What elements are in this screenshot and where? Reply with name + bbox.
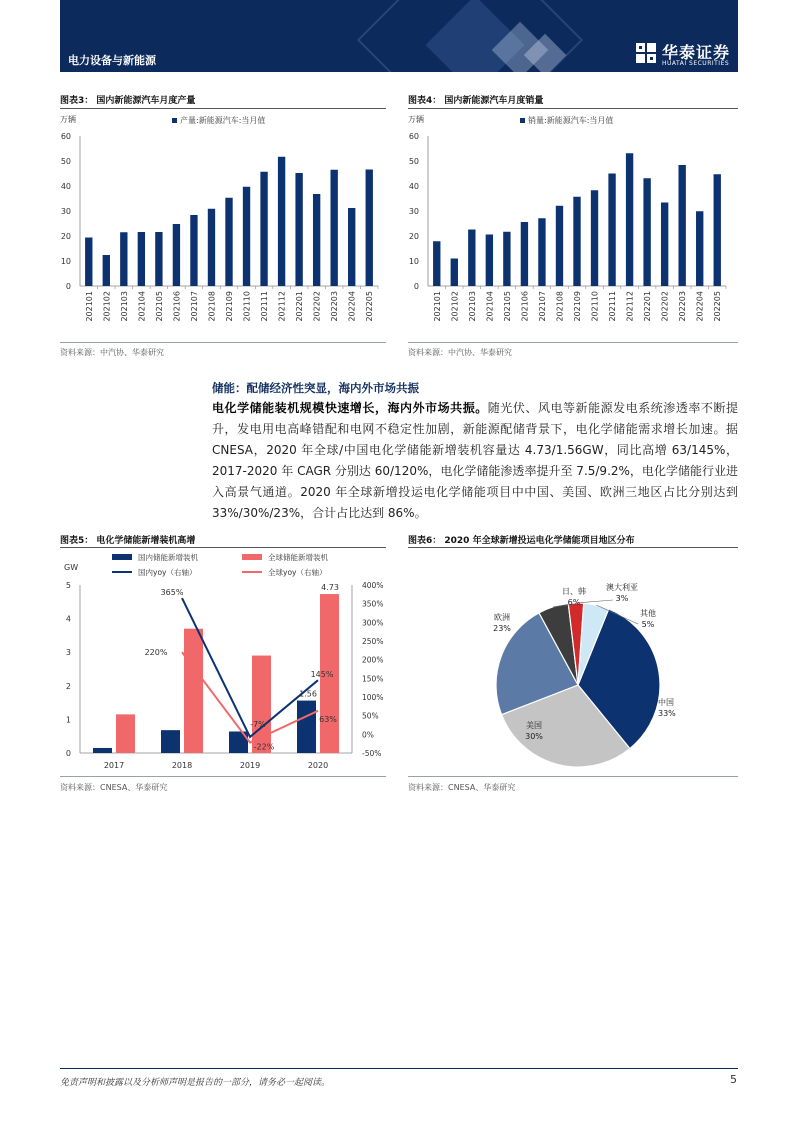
fig6-bottom-rule [408, 776, 738, 777]
y-tick-label: 60 [60, 132, 71, 141]
x-tick-label: 202202 [312, 291, 322, 322]
x-tick-label: 202111 [260, 291, 270, 322]
x-tick-label: 2020 [307, 761, 329, 770]
y2-tick-label: 0% [362, 730, 374, 740]
fig3-top-rule [60, 108, 386, 109]
data-label: 145% [310, 670, 334, 680]
bar-global [184, 629, 203, 753]
legend-label: 产量:新能源汽车:当月值 [180, 116, 266, 125]
header-band [60, 0, 738, 72]
bar [348, 208, 355, 286]
bar [313, 194, 320, 286]
legend-swatch [242, 554, 262, 560]
legend-label: 全球储能新增装机 [268, 553, 328, 562]
x-tick-label: 202202 [660, 291, 670, 322]
legend-swatch [172, 118, 177, 123]
bar [538, 218, 545, 286]
y-tick-label: 0 [413, 282, 419, 291]
y2-tick-label: 100% [362, 693, 384, 702]
y2-tick-label: 400% [362, 581, 384, 590]
footer-disclaimer: 免责声明和披露以及分析师声明是报告的一部分，请务必一起阅读。 [60, 1078, 331, 1088]
x-tick-label: 202204 [347, 291, 357, 322]
x-tick-label: 202104 [137, 291, 147, 322]
y-axis-unit: GW [64, 563, 79, 572]
y2-tick-label: 150% [362, 674, 384, 684]
data-label: -7% [250, 719, 266, 729]
bar [278, 157, 285, 286]
bar [366, 170, 373, 287]
y-tick-label: 40 [408, 182, 419, 191]
pie-value: 23% [493, 624, 511, 633]
bar [173, 224, 180, 286]
y2-tick-label: 350% [362, 599, 384, 609]
bar [138, 232, 145, 286]
bar [295, 173, 302, 286]
x-tick-label: 202107 [537, 291, 547, 322]
y-tick-label: 30 [408, 207, 419, 216]
x-tick-label: 202111 [608, 291, 618, 322]
x-tick-label: 202205 [713, 291, 723, 322]
x-tick-label: 202112 [625, 291, 635, 322]
y2-tick-label: 50% [362, 711, 379, 721]
bar [696, 211, 703, 286]
bar [626, 153, 633, 286]
y-tick-label: 10 [408, 257, 419, 266]
pie-label: 其他 [640, 609, 656, 618]
bar [120, 232, 127, 286]
x-tick-label: 202105 [502, 291, 512, 322]
x-tick-label: 202109 [225, 291, 234, 322]
brand-name-cn: 华泰证券 [662, 43, 731, 62]
legend-swatch [520, 118, 525, 123]
y-tick-label: 40 [60, 182, 71, 191]
x-tick-label: 202108 [555, 291, 565, 322]
fig5-source: 资料来源：CNESA、华泰研究 [60, 783, 168, 792]
y-tick-label: 60 [408, 132, 419, 141]
legend-label: 销量:新能源汽车:当月值 [528, 116, 614, 125]
x-tick-label: 202102 [450, 291, 460, 322]
bar-global [252, 656, 271, 753]
y-tick-label: 30 [60, 207, 71, 216]
bar-domestic [161, 730, 180, 753]
y-tick-label: 0 [65, 749, 71, 758]
x-tick-label: 202205 [365, 291, 375, 322]
y-tick-label: 2 [65, 681, 71, 691]
bar [503, 232, 510, 286]
section-lead: 电化学储能装机规模快速增长，海内外市场共振。 [212, 401, 488, 415]
x-tick-label: 202109 [573, 291, 582, 322]
y2-tick-label: 300% [362, 618, 384, 628]
bar-global [116, 714, 135, 753]
legend-label: 全球yoy（右轴） [268, 568, 327, 577]
y-tick-label: 1 [65, 715, 71, 725]
bar [678, 165, 685, 286]
report-section-title: 电力设备与新能源 [68, 54, 156, 67]
fig4-sales-chart [408, 110, 738, 338]
y-tick-label: 4 [65, 614, 71, 624]
x-tick-label: 202203 [678, 291, 688, 322]
x-tick-label: 2017 [103, 761, 125, 770]
x-tick-label: 202105 [154, 291, 164, 322]
fig6-region-pie [408, 548, 738, 774]
legend-label: 国内yoy（右轴） [138, 568, 197, 577]
section-heading: 储能：配储经济性突显，海内外市场共振 [212, 381, 419, 395]
bar [714, 174, 721, 286]
data-label: -22% [253, 742, 275, 752]
bar [661, 203, 668, 287]
fig3-title: 图表3： 国内新能源汽车月度产量 [60, 96, 196, 106]
y-axis-unit: 万辆 [408, 115, 424, 124]
data-label: 365% [160, 588, 184, 598]
x-tick-label: 202108 [207, 291, 217, 322]
x-tick-label: 202101 [432, 291, 442, 322]
bar [260, 172, 267, 286]
x-tick-label: 2018 [171, 761, 193, 770]
bar [521, 222, 528, 286]
fig4-source: 资料来源：中汽协、华泰研究 [408, 348, 512, 357]
x-tick-label: 202112 [277, 291, 287, 322]
bar [208, 209, 215, 286]
bar [243, 187, 250, 286]
fig6-title: 图表6： 2020 年全球新增投运电化学储能项目地区分布 [408, 536, 635, 546]
pie-value: 5% [641, 620, 655, 629]
data-label: 220% [144, 648, 168, 658]
fig4-bottom-rule [408, 342, 738, 343]
bar [85, 238, 92, 287]
fig3-production-chart [60, 110, 386, 338]
y-axis-unit: 万辆 [60, 115, 76, 124]
bar [225, 198, 232, 286]
x-tick-label: 202201 [643, 291, 653, 322]
bar [155, 232, 162, 286]
pie-value: 3% [615, 594, 629, 603]
fig5-title: 图表5： 电化学储能新增装机高增 [60, 536, 196, 546]
y-tick-label: 5 [65, 581, 71, 590]
pie-value: 6% [567, 598, 581, 607]
fig4-title: 图表4： 国内新能源汽车月度销量 [408, 96, 544, 106]
fig5-bottom-rule [60, 776, 386, 777]
y-tick-label: 10 [60, 257, 71, 266]
fig3-bottom-rule [60, 342, 386, 343]
bar [608, 174, 615, 287]
bar [468, 230, 475, 287]
x-tick-label: 2019 [239, 761, 261, 770]
bar [591, 190, 598, 286]
brand-name-en: HUATAI SECURITIES [662, 60, 730, 67]
pie-label: 美国 [526, 721, 542, 730]
x-tick-label: 202204 [695, 291, 705, 322]
data-label: 4.73 [321, 583, 339, 593]
bar [190, 215, 197, 286]
fig5-storage-chart [60, 548, 386, 774]
section-paragraph [212, 398, 738, 524]
fig6-source: 资料来源：CNESA、华泰研究 [408, 783, 516, 792]
x-tick-label: 202110 [590, 291, 600, 322]
bar-domestic [93, 748, 112, 753]
data-label: 1.56 [299, 689, 317, 699]
x-tick-label: 202203 [330, 291, 340, 322]
bar [330, 170, 337, 286]
x-tick-label: 202103 [467, 291, 477, 322]
x-tick-label: 202107 [189, 291, 199, 322]
pie-value: 30% [525, 732, 543, 741]
bar [556, 206, 563, 286]
y2-tick-label: 200% [362, 655, 384, 665]
bar [103, 255, 110, 286]
x-tick-label: 202106 [520, 291, 530, 322]
bar [486, 235, 493, 287]
bar [643, 178, 650, 286]
pie-label: 日、韩 [562, 587, 586, 596]
pie-label: 中国 [658, 698, 674, 707]
x-tick-label: 202106 [172, 291, 182, 322]
fig3-source: 资料来源：中汽协、华泰研究 [60, 348, 164, 357]
bar [451, 259, 458, 287]
data-label: 63% [319, 714, 337, 724]
x-tick-label: 202101 [84, 291, 94, 322]
pie-value: 33% [658, 709, 676, 718]
bar [433, 241, 440, 286]
x-tick-label: 202102 [102, 291, 112, 322]
y2-tick-label: -50% [362, 749, 382, 758]
x-tick-label: 202104 [485, 291, 495, 322]
y-tick-label: 50 [408, 157, 419, 166]
x-tick-label: 202201 [295, 291, 305, 322]
pie-label: 澳大利亚 [606, 583, 638, 592]
y-tick-label: 50 [60, 157, 71, 166]
x-tick-label: 202110 [242, 291, 252, 322]
legend-label: 国内储能新增装机 [138, 553, 198, 562]
legend-swatch [112, 554, 132, 560]
pie-label: 欧洲 [494, 613, 510, 622]
fig4-top-rule [408, 108, 738, 109]
y2-tick-label: 250% [362, 637, 384, 646]
y-tick-label: 3 [65, 648, 71, 658]
section-body: 随光伏、风电等新能源发电系统渗透率不断提升，发电用电高峰错配和电网不稳定性加剧，新能源配储背景下，电化学储能需求增长加速。据 CNESA，2020 年全球/中国电化学储能新增装机容量达 4.73/1.56GW，同比高增 63/145%，2017-2020 年 CAGR 分别达 60/120%，电化学储能渗透率提升至 7.5/9.2%，电化学储能行业进入高景气通道。2020 年全球新增投运电化学储能项目中中国、美国、欧洲三地区占比分别达到 33%/30%/23%，合计占比达到 86%。 [212, 401, 738, 520]
huatai-logo-icon [635, 42, 657, 64]
page-number: 5 [730, 1073, 737, 1086]
x-tick-label: 202103 [119, 291, 129, 322]
bar-domestic [297, 701, 316, 753]
y-tick-label: 20 [60, 232, 71, 241]
y-tick-label: 0 [65, 282, 71, 291]
y-tick-label: 20 [408, 232, 419, 241]
footer-rule [60, 1068, 738, 1069]
bar [573, 197, 580, 286]
pie-leader-line [576, 600, 613, 603]
